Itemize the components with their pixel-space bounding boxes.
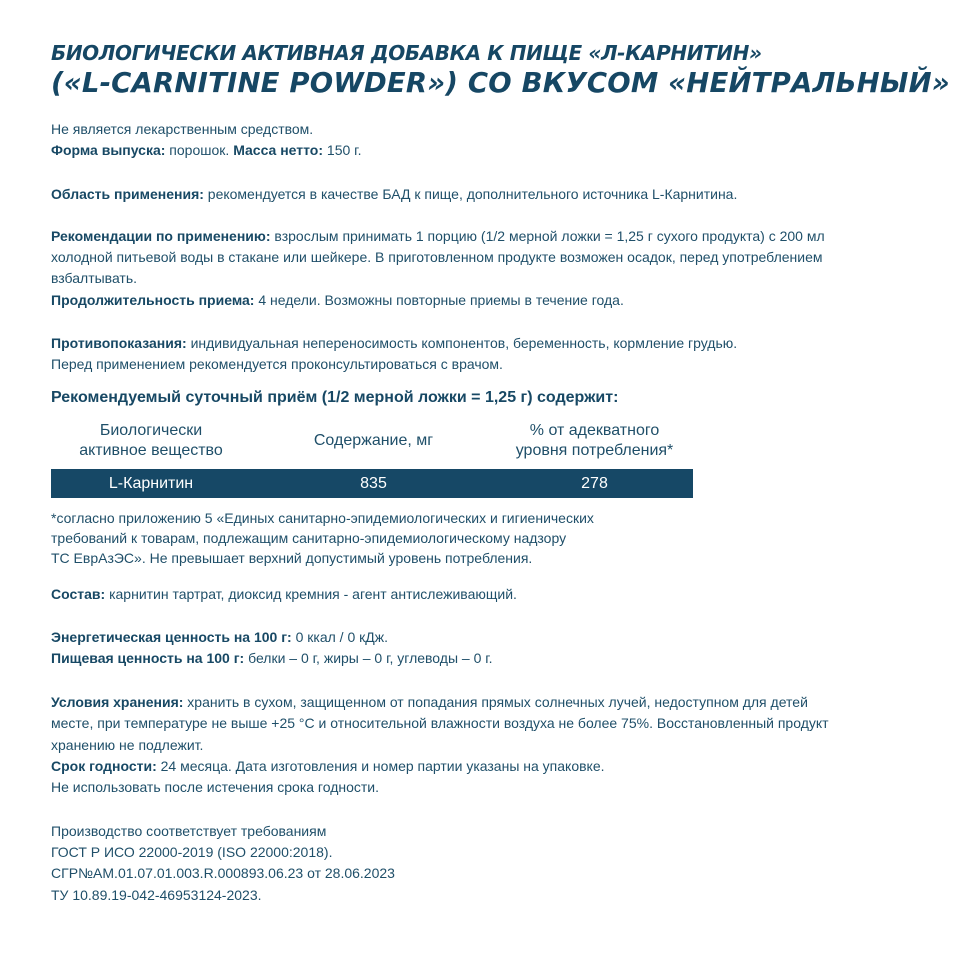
cell-content: 835 — [360, 474, 387, 492]
duration-value: 4 недели. Возможны повторные приемы в течение года. — [254, 292, 624, 308]
product-title-line1: БИОЛОГИЧЕСКИ АКТИВНАЯ ДОБАВКА К ПИЩЕ «Л-КАРНИТИН» — [51, 41, 762, 65]
product-title — [51, 40, 950, 100]
production-line4: ТУ 10.89.19-042-46953124-2023. — [51, 887, 262, 903]
shelf-life-label: Срок годности: — [51, 758, 157, 774]
food-value-line — [51, 648, 493, 669]
col-percent-line1: % от адекватного — [529, 421, 660, 439]
cell-percent: 278 — [581, 474, 608, 492]
application-value: рекомендуется в качестве БАД к пище, дополнительного источника L-Карнитина. — [203, 186, 738, 202]
storage-line3: хранению не подлежит. — [51, 737, 204, 753]
mass-label: Масса нетто: — [233, 142, 324, 158]
product-title-line2: («L-CARNITINE POWDER») СО ВКУСОМ «НЕЙТРАЛЬНЫЙ» — [51, 67, 950, 99]
form-label: Форма выпуска: — [51, 142, 166, 158]
composition-value: карнитин тартрат, диоксид кремния - агент антислеживающий. — [105, 586, 517, 602]
not-drug-note: Не является лекарственным средством. — [51, 121, 314, 137]
form-value: порошок. — [165, 142, 234, 158]
col-percent-line2: уровня потребления* — [515, 441, 674, 459]
table-header-row — [51, 416, 693, 465]
storage-text1: хранить в сухом, защищенном от попадания прямых солнечных лучей, недоступном для детей — [183, 694, 808, 710]
duration-label: Продолжительность приема: — [51, 292, 255, 308]
production-line2: ГОСТ Р ИСО 22000-2019 (ISO 22000:2018). — [51, 844, 333, 860]
storage-line1 — [51, 692, 808, 713]
composition-line — [51, 584, 517, 605]
food-value-label: Пищевая ценность на 100 г: — [51, 650, 245, 666]
col-substance-header — [51, 421, 251, 461]
col-percent-header — [496, 421, 693, 461]
col-substance-line1: Биологически — [99, 421, 203, 439]
expiry-note: Не использовать после истечения срока годности. — [51, 779, 380, 795]
composition-label: Состав: — [51, 586, 106, 602]
footnote-line3: ТС ЕврАзЭС». Не превышает верхний допустимый уровень потребления. — [51, 550, 533, 566]
shelf-life-value: 24 месяца. Дата изготовления и номер партии указаны на упаковке. — [156, 758, 605, 774]
consult-note: Перед применением рекомендуется проконсультироваться с врачом. — [51, 356, 503, 372]
energy-line — [51, 627, 388, 648]
recommendations-label: Рекомендации по применению: — [51, 228, 271, 244]
recommendations-line2: холодной питьевой воды в стакане или шейкере. В приготовленном продукте возможен осадок, перед употреблением — [51, 249, 823, 265]
storage-label: Условия хранения: — [51, 694, 184, 710]
storage-line2: месте, при температуре не выше +25 °С и относительной влажности воздуха не более 75%. Восстановленный продукт — [51, 715, 829, 731]
daily-intake-table — [51, 416, 693, 498]
shelf-life-line — [51, 756, 605, 777]
recommendations-line3: взбалтывать. — [51, 270, 138, 286]
cell-substance: L-Карнитин — [108, 474, 194, 492]
recommendations-line1 — [51, 226, 825, 247]
contraindications-value: индивидуальная непереносимость компонентов, беременность, кормление грудью. — [186, 335, 738, 351]
contraindications-label: Противопоказания: — [51, 335, 187, 351]
production-line3: СГР№AM.01.07.01.003.R.000893.06.23 от 28.06.2023 — [51, 865, 395, 881]
contraindications-line — [51, 333, 737, 354]
col-content-header: Содержание, мг — [313, 431, 434, 449]
food-value-text: белки – 0 г, жиры – 0 г, углеводы – 0 г. — [244, 650, 493, 666]
recommendations-text1: взрослым принимать 1 порцию (1/2 мерной ложки = 1,25 г сухого продукта) с 200 мл — [270, 228, 825, 244]
duration-line — [51, 290, 624, 311]
form-line — [51, 140, 361, 161]
col-substance-line2: активное вещество — [79, 441, 223, 459]
production-line1: Производство соответствует требованиям — [51, 823, 327, 839]
application-label: Область применения: — [51, 186, 204, 202]
mass-value: 150 г. — [323, 142, 362, 158]
energy-value: 0 ккал / 0 кДж. — [291, 629, 388, 645]
application-line — [51, 184, 737, 205]
table-row — [51, 469, 693, 498]
daily-intake-heading: Рекомендуемый суточный приём (1/2 мерной ложки = 1,25 г) содержит: — [51, 389, 619, 406]
footnote-line2: требований к товарам, подлежащим санитарно-эпидемиологическому надзору — [51, 530, 567, 546]
energy-label: Энергетическая ценность на 100 г: — [51, 629, 292, 645]
footnote-line1: *согласно приложению 5 «Единых санитарно-эпидемиологических и гигиенических — [51, 510, 594, 526]
